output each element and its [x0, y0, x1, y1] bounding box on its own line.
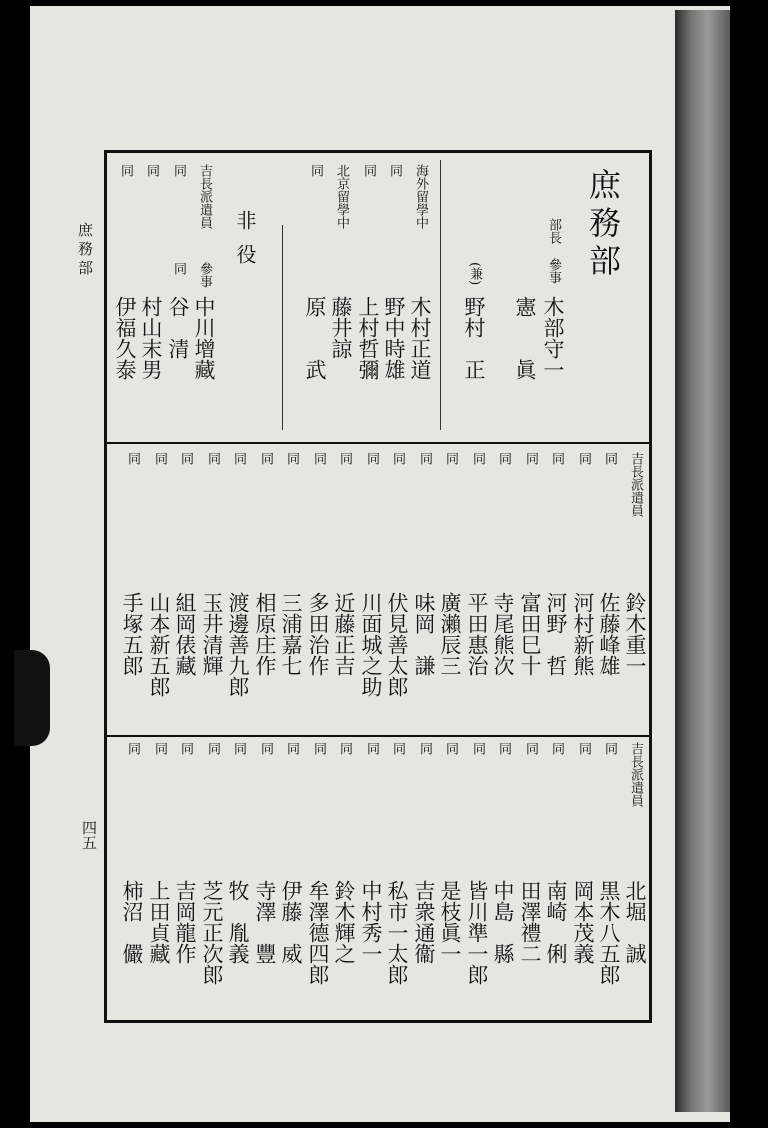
section-divider-middle	[107, 735, 649, 737]
entry-rank: 參事	[546, 258, 561, 284]
column-rule	[282, 225, 283, 430]
entry-title: 同	[549, 742, 564, 755]
entry-name: 寺澤 豐	[253, 880, 277, 964]
entry-title: 同	[308, 164, 323, 177]
entry-title: 同	[231, 742, 246, 755]
entry-title: 吉長派遣員	[628, 742, 643, 807]
entry-name: 廣瀨辰三	[438, 592, 462, 676]
entry-title: 同	[549, 452, 564, 465]
entry-name: 河野 哲	[544, 592, 568, 676]
entry-name: 平田惠治	[465, 592, 489, 676]
running-head: 庶務部	[76, 222, 94, 279]
entry-title: 同	[205, 452, 220, 465]
entry-rank: 參事	[197, 262, 212, 288]
entry-name: 野村 正	[462, 296, 486, 380]
page-number: 四五	[80, 820, 98, 850]
entry-name: 北堀 誠	[623, 880, 647, 964]
entry-name: 是枝眞一	[438, 880, 462, 964]
entry-name: 吉岡龍作	[173, 880, 197, 964]
page-tab	[14, 650, 50, 746]
entry-name: 村山末男	[139, 296, 163, 380]
entry-name: 味岡 謙	[412, 592, 436, 676]
entry-title: 同	[387, 164, 402, 177]
entry-name: 私市一太郎	[385, 880, 409, 985]
entry-name: 相原庄作	[253, 592, 277, 676]
entry-name: 木部守一	[541, 296, 565, 380]
entry-title: 吉長派遣員	[197, 164, 212, 229]
entry-name: 南崎 俐	[544, 880, 568, 964]
entry-title: 同	[311, 742, 326, 755]
entry-title: 同	[576, 452, 591, 465]
entry-name: 中村秀一	[359, 880, 383, 964]
entry-title: 同	[144, 164, 159, 177]
entry-title: 同	[417, 452, 432, 465]
entry-name: 中島 縣	[491, 880, 515, 964]
entry-title: 同	[417, 742, 432, 755]
entry-title: 同	[337, 452, 352, 465]
entry-title: 同	[443, 452, 458, 465]
entry-name: 富田巳十	[518, 592, 542, 676]
entry-name: 憲 眞	[513, 296, 537, 380]
entry-title: 同	[171, 164, 186, 177]
entry-title: 同	[337, 742, 352, 755]
entry-rank: 同	[171, 262, 186, 275]
entry-title: 同	[470, 452, 485, 465]
entry-name: 藤井諒	[329, 296, 353, 359]
entry-title: 同	[523, 452, 538, 465]
entry-title: 同	[284, 452, 299, 465]
entry-name: 山本新五郎	[147, 592, 171, 697]
entry-name: 上村哲彌	[356, 296, 380, 380]
entry-name: 川面城之助	[359, 592, 383, 697]
entry-title: 同	[118, 164, 133, 177]
entry-title: 同	[205, 742, 220, 755]
entry-title: 部長	[546, 218, 561, 244]
entry-name: 玉井清輝	[200, 592, 224, 676]
entry-name: 黒木八五郎	[597, 880, 621, 985]
entry-note: (兼)	[467, 262, 482, 286]
entry-name: 上田貞藏	[147, 880, 171, 964]
entry-title: 同	[258, 452, 273, 465]
entry-name: 寺尾熊次	[491, 592, 515, 676]
entry-title: 同	[125, 742, 140, 755]
entry-name: 伊福久泰	[113, 296, 137, 380]
entry-name: 吉衆通衞	[412, 880, 436, 964]
entry-title: 同	[125, 452, 140, 465]
entry-title: 同	[178, 742, 193, 755]
entry-name: 芝元正次郎	[200, 880, 224, 985]
entry-title: 北京留學中	[334, 164, 349, 229]
entry-title: 海外留學中	[413, 164, 428, 229]
entry-title: 同	[364, 742, 379, 755]
entry-name: 田澤禮二	[518, 880, 542, 964]
entry-title: 同	[496, 742, 511, 755]
entry-name: 三浦嘉七	[279, 592, 303, 676]
entry-name: 佐藤峰雄	[597, 592, 621, 676]
entry-title: 同	[361, 164, 376, 177]
entry-title: 同	[152, 742, 167, 755]
entry-name: 野中時雄	[382, 296, 406, 380]
entry-name: 渡邊善九郎	[226, 592, 250, 697]
entry-name: 牧 胤義	[226, 880, 250, 964]
entry-title: 同	[284, 742, 299, 755]
entry-name: 木村正道	[408, 296, 432, 380]
entry-title: 同	[152, 452, 167, 465]
page-title: 庶務部	[584, 168, 622, 282]
entry-title: 同	[390, 742, 405, 755]
entry-title: 同	[258, 742, 273, 755]
column-rule	[440, 160, 441, 430]
entry-name: 多田治作	[306, 592, 330, 676]
entry-title: 同	[602, 742, 617, 755]
entry-name: 河村新熊	[571, 592, 595, 676]
entry-name: 手塚五郎	[120, 592, 144, 676]
entry-title: 同	[231, 452, 246, 465]
entry-title: 同	[443, 742, 458, 755]
section-heading: 非役	[233, 210, 257, 278]
entry-name: 谷 清	[166, 296, 190, 359]
entry-title: 同	[602, 452, 617, 465]
entry-title: 同	[470, 742, 485, 755]
entry-name: 伊藤 威	[279, 880, 303, 964]
entry-name: 組岡俵藏	[173, 592, 197, 676]
entry-name: 牟澤德四郎	[306, 880, 330, 985]
entry-title: 同	[576, 742, 591, 755]
entry-title: 同	[311, 452, 326, 465]
entry-name: 鈴木重一	[623, 592, 647, 676]
entry-title: 同	[523, 742, 538, 755]
entry-name: 鈴木輝之	[332, 880, 356, 964]
entry-title: 同	[390, 452, 405, 465]
entry-name: 原 武	[303, 296, 327, 380]
entry-name: 伏見善太郎	[385, 592, 409, 697]
section-divider-top	[107, 442, 649, 444]
entry-title: 吉長派遣員	[628, 452, 643, 517]
book-spine	[675, 10, 730, 1112]
entry-title: 同	[496, 452, 511, 465]
entry-name: 柿沼 儼	[120, 880, 144, 964]
entry-name: 近藤正吉	[332, 592, 356, 676]
entry-title: 同	[364, 452, 379, 465]
entry-name: 中川增藏	[192, 296, 216, 380]
entry-title: 同	[178, 452, 193, 465]
entry-name: 皆川準一郎	[465, 880, 489, 985]
entry-name: 岡本茂義	[571, 880, 595, 964]
